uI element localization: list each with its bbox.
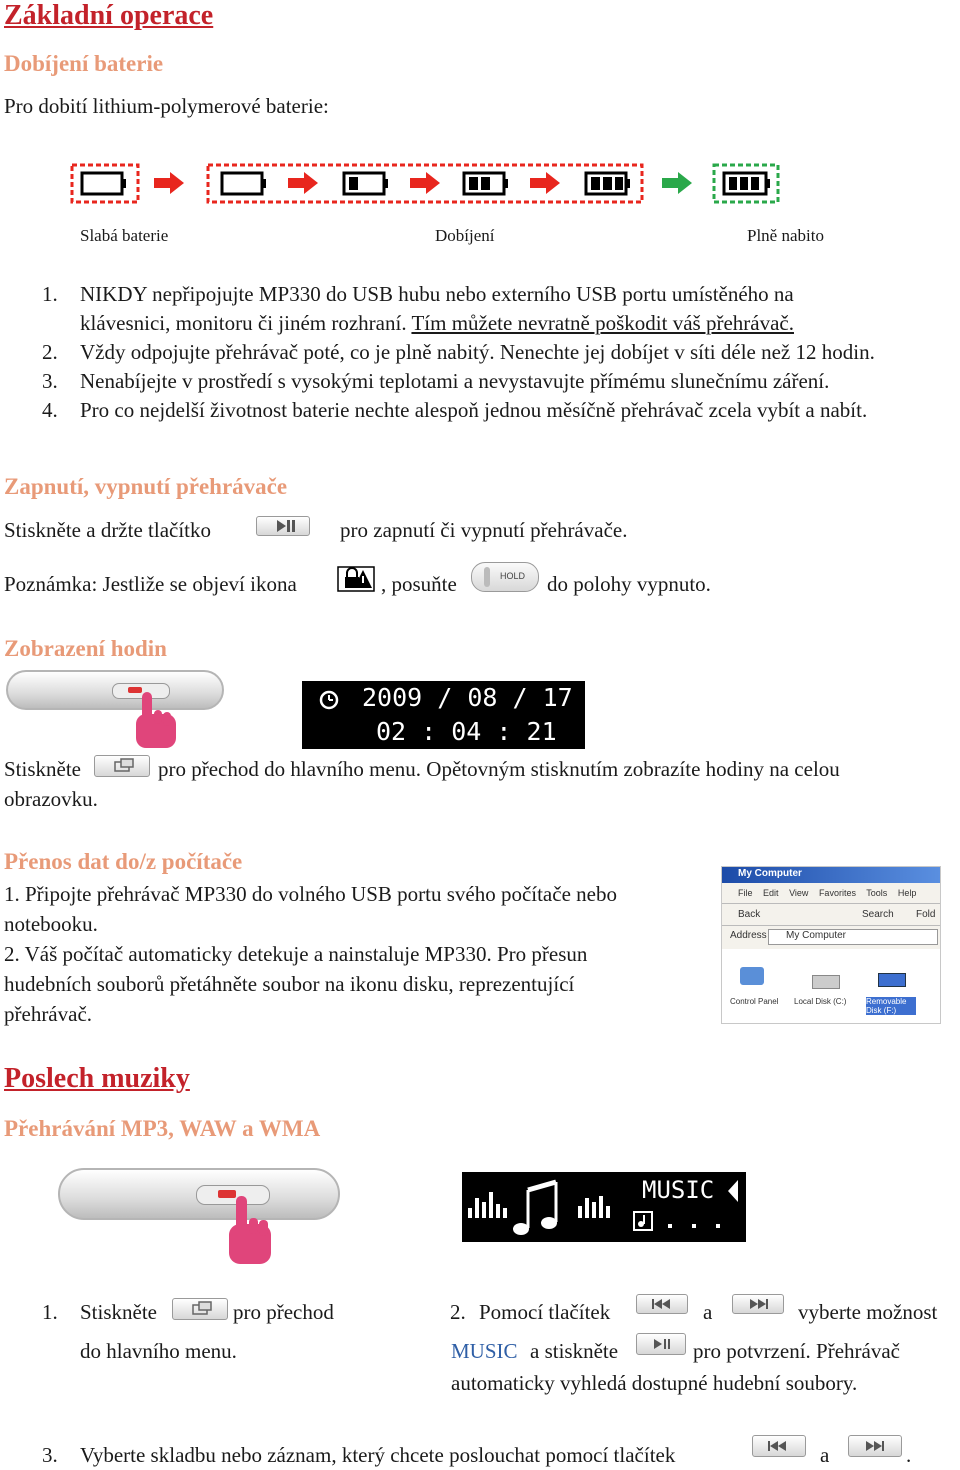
explorer-title: My Computer (738, 868, 802, 879)
transfer-line: hudebních souborů přetáhněte soubor na ikonu disku, reprezentující (4, 972, 575, 996)
label-charging: Dobíjení (435, 226, 495, 245)
note-4: Pro co nejdelší životnost baterie nechte alespoň jednou měsíčně přehrávač zcela vybít a nabít. (80, 398, 868, 422)
transfer-line: přehrávač. (4, 1002, 93, 1026)
music-title: Poslech muziky (4, 1063, 190, 1094)
explorer-icon-label: Local Disk (C:) (794, 997, 847, 1006)
explorer-menu-item: Favorites (818, 888, 856, 898)
step2-d: pro potvrzení. Přehrávač (693, 1339, 900, 1363)
step1-a: Stiskněte (80, 1300, 157, 1324)
explorer-icon-label: Removable Disk (F:) (866, 997, 916, 1015)
explorer-menu (738, 888, 916, 898)
step2-b: vyberte možnost (798, 1300, 938, 1324)
next-button-icon (848, 1435, 902, 1457)
player-device-image (6, 670, 224, 710)
play-pause-button-icon (256, 516, 310, 536)
transfer-line: 2. Váš počítač automaticky detekuje a nainstaluje MP330. Pro přesun (4, 942, 588, 966)
label-full: Plně nabito (747, 226, 824, 245)
step1-c: do hlavního menu. (80, 1339, 237, 1363)
clock-display (302, 681, 585, 749)
next-button-icon (732, 1294, 784, 1314)
section-heading-playback: Přehrávání MP3, WAW a WMA (4, 1116, 321, 1141)
power-line2-b: , posuňte (381, 572, 457, 596)
note-1-line2 (80, 311, 794, 336)
label-low-battery: Slabá baterie (80, 226, 169, 245)
step1-b: pro přechod (233, 1300, 334, 1324)
note-1-text: klávesnici, monitoru či jiném rozhraní. (80, 311, 412, 335)
step2-a: Pomocí tlačítek (479, 1300, 611, 1324)
finger-press-icon (224, 1196, 276, 1266)
clock-time: 02 : 04 : 21 (376, 717, 557, 746)
note-2: Vždy odpojujte přehrávač poté, co je plně nabitý. Nenechte jej dobíjet v síti déle než 12 hodin. (80, 340, 875, 364)
clock-line1-a: Stiskněte (4, 757, 81, 781)
power-line2-c: do polohy vypnuto. (547, 572, 711, 596)
menu-button-icon (94, 755, 150, 777)
note-number: 3. (42, 369, 58, 393)
step2-music-label: MUSIC (451, 1339, 518, 1363)
arrow-green-icon (662, 172, 692, 194)
power-line1-a: Stiskněte a držte tlačítko (4, 518, 212, 542)
explorer-icon-label: Control Panel (730, 997, 779, 1006)
previous-button-icon (636, 1294, 688, 1314)
step-number: 3. (42, 1443, 58, 1467)
note-number: 1. (42, 282, 58, 306)
explorer-search: Search (862, 909, 894, 920)
transfer-line: 1. Připojte přehrávač MP330 do volného USB portu svého počítače nebo (4, 882, 617, 906)
explorer-address-value: My Computer (786, 930, 847, 941)
battery-charging-group (208, 165, 642, 202)
page-title: Základní operace (4, 0, 214, 31)
step2-e: automaticky vyhledá dostupné hudební soubory. (451, 1371, 858, 1395)
explorer-address-label: Address (730, 930, 767, 941)
music-display (462, 1172, 746, 1242)
clock-line2: obrazovku. (4, 787, 98, 811)
note-number: 2. (42, 340, 58, 364)
explorer-back: Back (738, 909, 761, 920)
battery-full-icon (714, 165, 778, 202)
clock-date: 2009 / 08 / 17 (362, 683, 573, 712)
step-number: 2. (450, 1300, 466, 1324)
explorer-menu-item: View (789, 888, 809, 898)
note-1-line1: NIKDY nepřipojujte MP330 do USB hubu nebo externího USB portu umístěného na (80, 282, 794, 306)
clock-icon (318, 689, 340, 711)
removable-disk-icon (878, 973, 906, 987)
explorer-folders: Fold (916, 909, 936, 920)
section-heading-charging: Dobíjení baterie (4, 51, 164, 76)
play-pause-button-icon (636, 1333, 686, 1355)
explorer-menu-item: File (738, 888, 753, 898)
local-disk-icon (812, 975, 840, 989)
section-heading-transfer: Přenos dat do/z počítače (4, 849, 243, 874)
explorer-menu-item: Tools (866, 888, 888, 898)
control-panel-icon (740, 967, 764, 985)
hold-label: HOLD (500, 571, 526, 581)
explorer-menu-item: Help (897, 888, 917, 898)
step3-and: a (820, 1443, 830, 1467)
charging-intro: Pro dobití lithium-polymerové baterie: (4, 94, 329, 118)
note-1-warning: Tím můžete nevratně poškodit váš přehrávač. (411, 311, 794, 335)
power-line1-b: pro zapnutí či vypnutí přehrávače. (340, 518, 628, 542)
hold-lock-icon (337, 566, 375, 592)
section-heading-power: Zapnutí, vypnutí přehrávače (4, 474, 288, 499)
hold-switch-icon (471, 562, 539, 592)
menu-button-icon (172, 1298, 228, 1320)
music-display-label: MUSIC (642, 1176, 715, 1204)
battery-low-icon (72, 165, 138, 202)
step-number: 1. (42, 1300, 58, 1324)
power-line2-a: Poznámka: Jestliže se objeví ikona (4, 572, 297, 596)
arrow-icon (154, 172, 184, 194)
step3-a: Vyberte skladbu nebo záznam, který chcete poslouchat pomocí tlačítek (80, 1443, 676, 1467)
battery-charging-diagram (66, 160, 786, 210)
previous-button-icon (752, 1435, 806, 1457)
note-3: Nenabíjejte v prostředí s vysokými teplotami a nevystavujte přímému slunečnímu záření. (80, 369, 830, 393)
player-device-image (58, 1168, 340, 1220)
transfer-line: notebooku. (4, 912, 98, 936)
section-heading-clock: Zobrazení hodin (4, 636, 167, 661)
explorer-menu-item: Edit (763, 888, 779, 898)
explorer-window-image (721, 866, 941, 1024)
clock-line1-b: pro přechod do hlavního menu. Opětovným stisknutím zobrazíte hodiny na celou (158, 757, 840, 781)
step2-c: a stiskněte (530, 1339, 619, 1363)
step3-end: . (906, 1443, 912, 1467)
finger-press-icon (132, 692, 180, 750)
note-number: 4. (42, 398, 58, 422)
step2-and: a (703, 1300, 713, 1324)
